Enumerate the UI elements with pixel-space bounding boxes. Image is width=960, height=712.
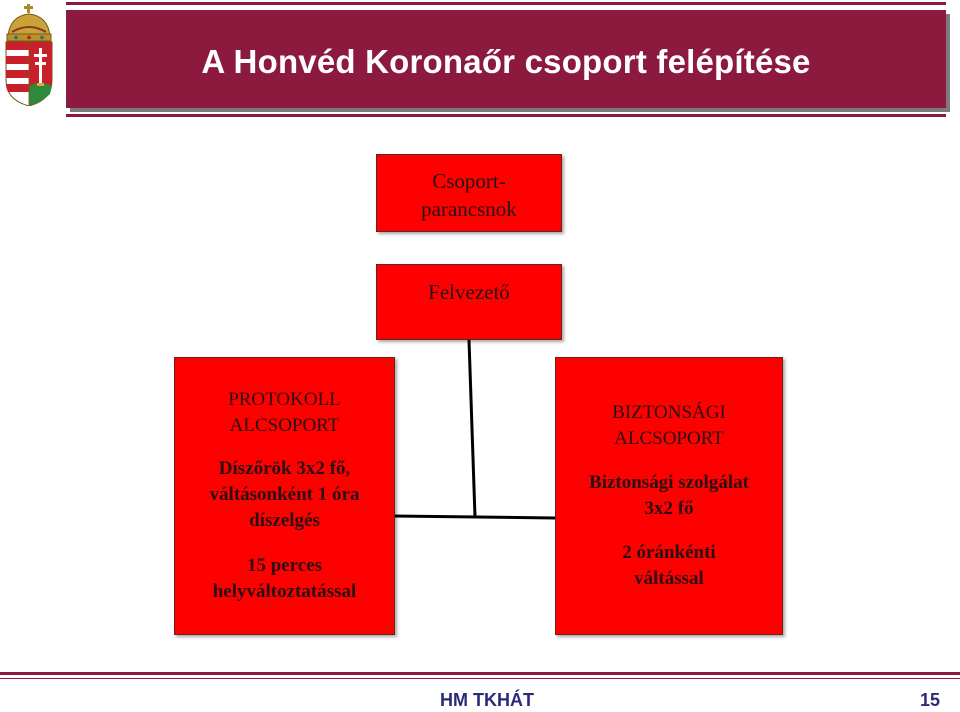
- footer-rule-thin: [0, 678, 960, 679]
- command-box: [376, 154, 562, 232]
- footer-organization: HM TKHÁT: [440, 690, 534, 710]
- security-title-line1: BIZTONSÁGI: [612, 402, 726, 423]
- leader-label: Felvezető: [428, 280, 510, 304]
- protocol-note-line2: helyváltoztatással: [212, 581, 357, 602]
- protocol-desc-line1: Díszőrök 3x2 fő,: [218, 458, 351, 479]
- security-note-line2: váltással: [634, 568, 704, 589]
- protocol-subgroup-box: [174, 357, 395, 635]
- footer-rule: [0, 672, 960, 675]
- security-title-line2: ALCSOPORT: [614, 428, 724, 449]
- page-number: 15: [920, 690, 941, 710]
- header-top-rule: [66, 2, 946, 5]
- protocol-title-line1: PROTOKOLL: [228, 389, 341, 410]
- connector-horizontal: [393, 516, 555, 518]
- security-desc-line2: 3x2 fő: [644, 498, 694, 519]
- hungarian-coat-of-arms-icon: [2, 2, 56, 106]
- leader-box: [376, 264, 562, 340]
- security-desc-line1: Biztonsági szolgálat: [589, 472, 749, 493]
- protocol-title-line2: ALCSOPORT: [229, 415, 340, 436]
- title-bar: [66, 10, 946, 108]
- page-title: A Honvéd Koronaőr csoport felépítése: [201, 43, 811, 80]
- protocol-desc-line3: díszelgés: [249, 510, 320, 531]
- protocol-desc-line2: váltásonként 1 óra: [209, 484, 360, 505]
- connector-vertical: [469, 340, 475, 517]
- security-note-line1: 2 óránkénti: [622, 542, 716, 563]
- header-bottom-rule: [66, 114, 946, 117]
- protocol-note-line1: 15 perces: [246, 555, 323, 576]
- command-label: Csoport- parancsnok: [421, 169, 517, 221]
- security-subgroup-box: [555, 357, 783, 635]
